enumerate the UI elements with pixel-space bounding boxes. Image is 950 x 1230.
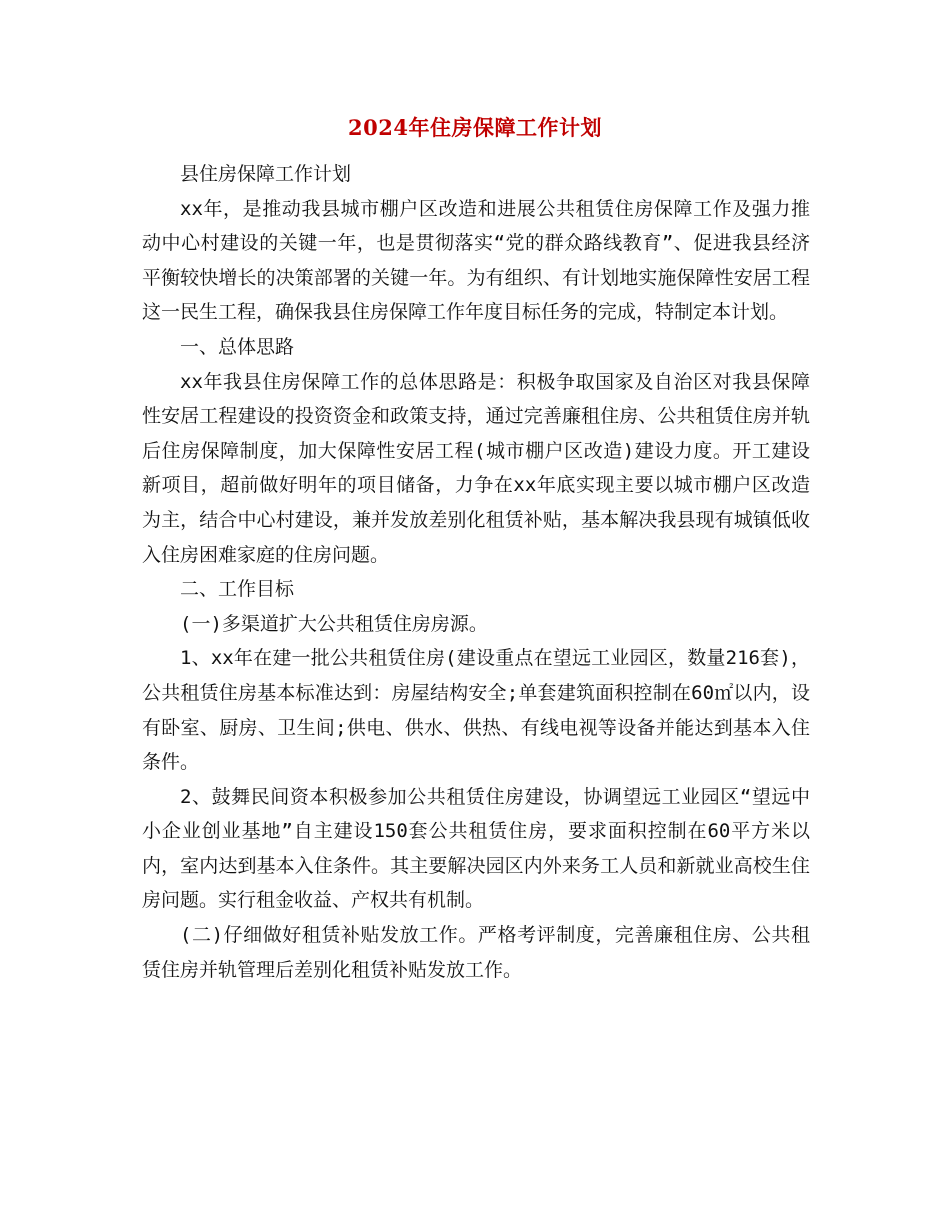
document-title: 2024年住房保障工作计划 <box>348 115 602 140</box>
document-body <box>142 157 810 987</box>
paragraph-subsection-2: (二)仔细做好租赁补贴发放工作。严格考评制度，完善廉租住房、公共租赁住房并轨管理后差别化租赁补贴发放工作。 <box>142 924 810 981</box>
paragraph-subtitle: 县住房保障工作计划 <box>180 163 352 185</box>
paragraph-item-2: 2、鼓舞民间资本积极参加公共租赁住房建设，协调望远工业园区“望远中小企业创业基地”自主建设150套公共租赁住房，要求面积控制在60平方米以内，室内达到基本入住条件。其主要解决园区内外来务工人员和新就业高校生住房问题。实行租金收益、产权共有机制。 <box>142 785 810 912</box>
section-heading-overall-approach: 一、总体思路 <box>180 335 295 358</box>
paragraph-intro: xx年，是推动我县城市棚户区改造和进展公共租赁住房保障工作及强力推动中心村建设的关键一年，也是贯彻落实“党的群众路线教育”、促进我县经济平衡较快增长的决策部署的关键一年。为有组织、有计划地实施保障性安居工程这一民生工程，确保我县住房保障工作年度目标任务的完成，特制定本计划。 <box>142 197 810 324</box>
section-heading-work-goals: 二、工作目标 <box>180 578 295 601</box>
subsection-heading-1: (一)多渠道扩大公共租赁住房房源。 <box>180 612 488 635</box>
paragraph-item-1: 1、xx年在建一批公共租赁住房(建设重点在望远工业园区，数量216套)，公共租赁住房基本标准达到：房屋结构安全;单套建筑面积控制在60㎡以内，设有卧室、厨房、卫生间;供电、供水、供热、有线电视等设备并能达到基本入住条件。 <box>142 647 810 774</box>
paragraph-overall-approach: xx年我县住房保障工作的总体思路是：积极争取国家及自治区对我县保障性安居工程建设的投资资金和政策支持，通过完善廉租住房、公共租赁住房并轨后住房保障制度，加大保障性安居工程(城市棚户区改造)建设力度。开工建设新项目，超前做好明年的项目储备，力争在xx年底实现主要以城市棚户区改造为主，结合中心村建设，兼并发放差别化租赁补贴，基本解决我县现有城镇低收入住房困难家庭的住房问题。 <box>142 370 810 566</box>
